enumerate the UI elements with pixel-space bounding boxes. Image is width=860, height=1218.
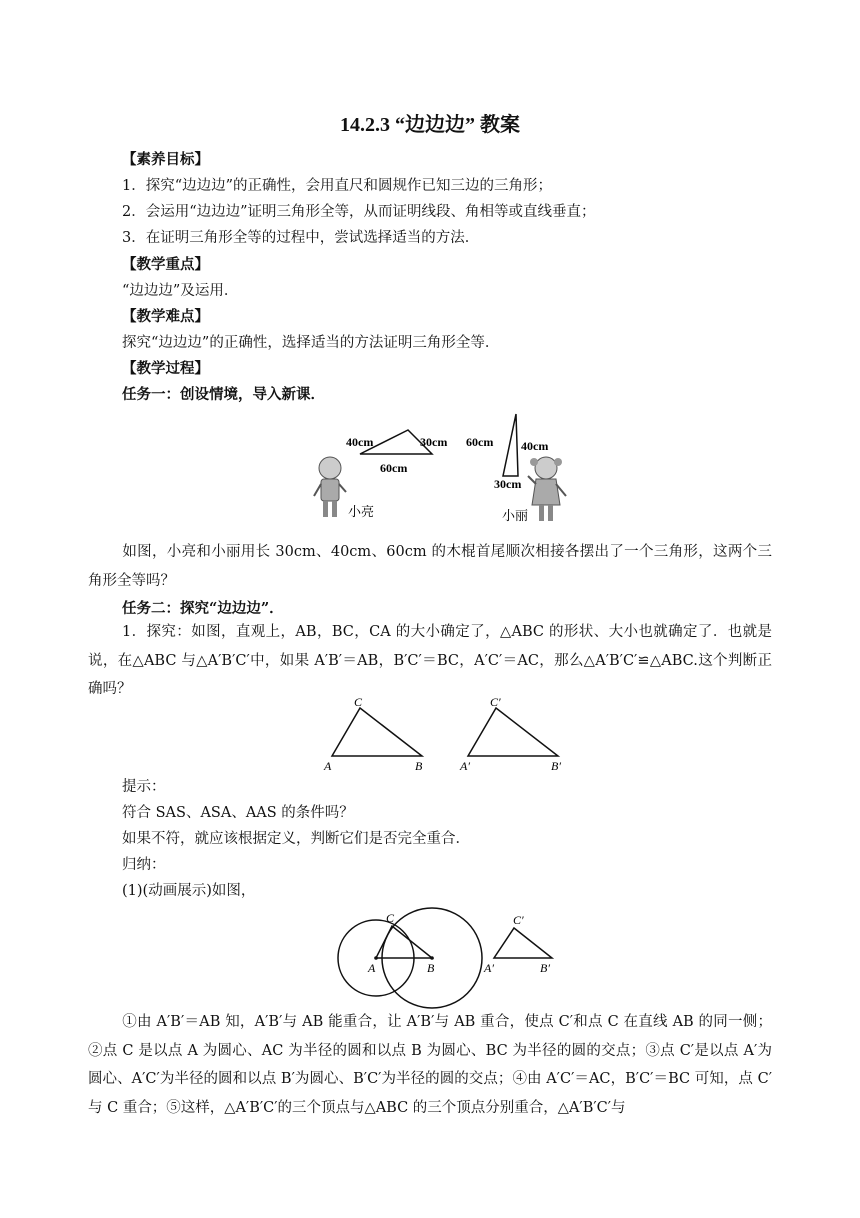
difficulty-text: 探究“边边边”的正确性，选择适当的方法证明三角形全等． — [122, 335, 500, 351]
task-1-heading: 任务一：创设情境，导入新课． — [122, 386, 325, 403]
label-a: A — [324, 759, 332, 773]
document-title: 14.2.3 “边边边” 教案 — [340, 114, 520, 136]
key-heading: 【教学重点】 — [122, 256, 209, 273]
boy-illustration — [314, 457, 346, 517]
process-heading: 【教学过程】 — [122, 360, 209, 377]
triangle-abc-construction — [376, 926, 432, 958]
left-tri-side-b: 30cm — [420, 435, 448, 449]
goal-1: 1．探究“边边边”的正确性，会用直尺和圆规作已知三边的三角形； — [122, 178, 553, 194]
summary-label: 归纳： — [122, 857, 166, 873]
right-tri-side-b: 40cm — [521, 439, 549, 453]
right-tri-side-c: 30cm — [494, 477, 522, 491]
goal-2: 2．会运用“边边边”证明三角形全等，从而证明线段、角相等或直线垂直； — [122, 204, 596, 220]
figure-congruent-triangles — [318, 694, 578, 774]
label-c: C — [354, 695, 363, 709]
summary-1: (1)(动画展示)如图， — [122, 883, 256, 899]
hint-1: 符合 SAS、ASA、AAS 的条件吗？ — [122, 805, 354, 821]
task-2-heading: 任务二：探究“边边边”． — [122, 600, 284, 617]
boy-name: 小亮 — [348, 504, 375, 519]
left-tri-side-a: 40cm — [346, 435, 374, 449]
label-c-prime-construction: C′ — [513, 913, 524, 927]
goals-heading: 【素养目标】 — [122, 151, 209, 168]
hint-2: 如果不符，就应该根据定义，判断它们是否完全重合． — [122, 831, 470, 847]
label-a-construction: A — [368, 961, 376, 975]
figure-stick-triangles — [310, 410, 590, 530]
triangle-abc-prime — [468, 708, 558, 756]
figure-circle-construction — [330, 900, 570, 1012]
triangle-abc-prime-construction — [494, 928, 552, 958]
triangle-abc — [332, 708, 422, 756]
right-tri-side-a: 60cm — [466, 435, 494, 449]
goal-3: 3．在证明三角形全等的过程中，尝试选择适当的方法． — [122, 230, 480, 246]
label-a-prime: A′ — [460, 759, 470, 773]
label-b: B — [415, 759, 423, 773]
label-a-prime-construction: A′ — [484, 961, 494, 975]
difficulty-heading: 【教学难点】 — [122, 308, 209, 325]
label-b-construction: B — [427, 961, 435, 975]
label-b-prime-construction: B′ — [540, 961, 550, 975]
left-tri-side-c: 60cm — [380, 461, 408, 475]
paragraph-proof: ①由 A′B′＝AB 知，A′B′与 AB 能重合，让 A′B′与 AB 重合，使点 C′和点 C 在直线 AB 的同一侧；②点 C 是以点 A 为圆心、AC 为半径的圆和以点 B 为圆心、BC 为半径的圆的交点；③点 C′是以点 A′为圆心、A′C′为半径的圆和以点 B′为圆心、B′C′为半径的圆的交点；④由 A′C′＝AC，B′C′＝BC 可知，点 C′与 C 重合；⑤这样，△A′B′C′的三个顶点与△ABC 的三个顶点分别重合，△A′B′C′与 — [88, 1014, 772, 1116]
paragraph-intro: 如图，小亮和小丽用长 30cm、40cm、60cm 的木棍首尾顺次相接各摆出了一个三角形，这两个三角形全等吗？ — [88, 544, 772, 589]
key-text: “边边边”及运用． — [122, 283, 239, 299]
label-b-prime: B′ — [551, 759, 561, 773]
paragraph-explore: 1．探究：如图，直观上，AB，BC，CA 的大小确定了，△ABC 的形状、大小也就确定了．也就是说，在△ABC 与△A′B′C′中，如果 A′B′＝AB，B′C′＝BC，A′C′＝AC，那么△A′B′C′≌△ABC.这个判断正确吗？ — [88, 624, 772, 697]
girl-name: 小丽 — [502, 508, 529, 523]
right-triangle — [503, 414, 518, 476]
girl-illustration — [528, 457, 566, 521]
hint-label: 提示： — [122, 779, 166, 795]
label-c-prime: C′ — [490, 695, 501, 709]
label-c-construction: C — [386, 911, 395, 925]
